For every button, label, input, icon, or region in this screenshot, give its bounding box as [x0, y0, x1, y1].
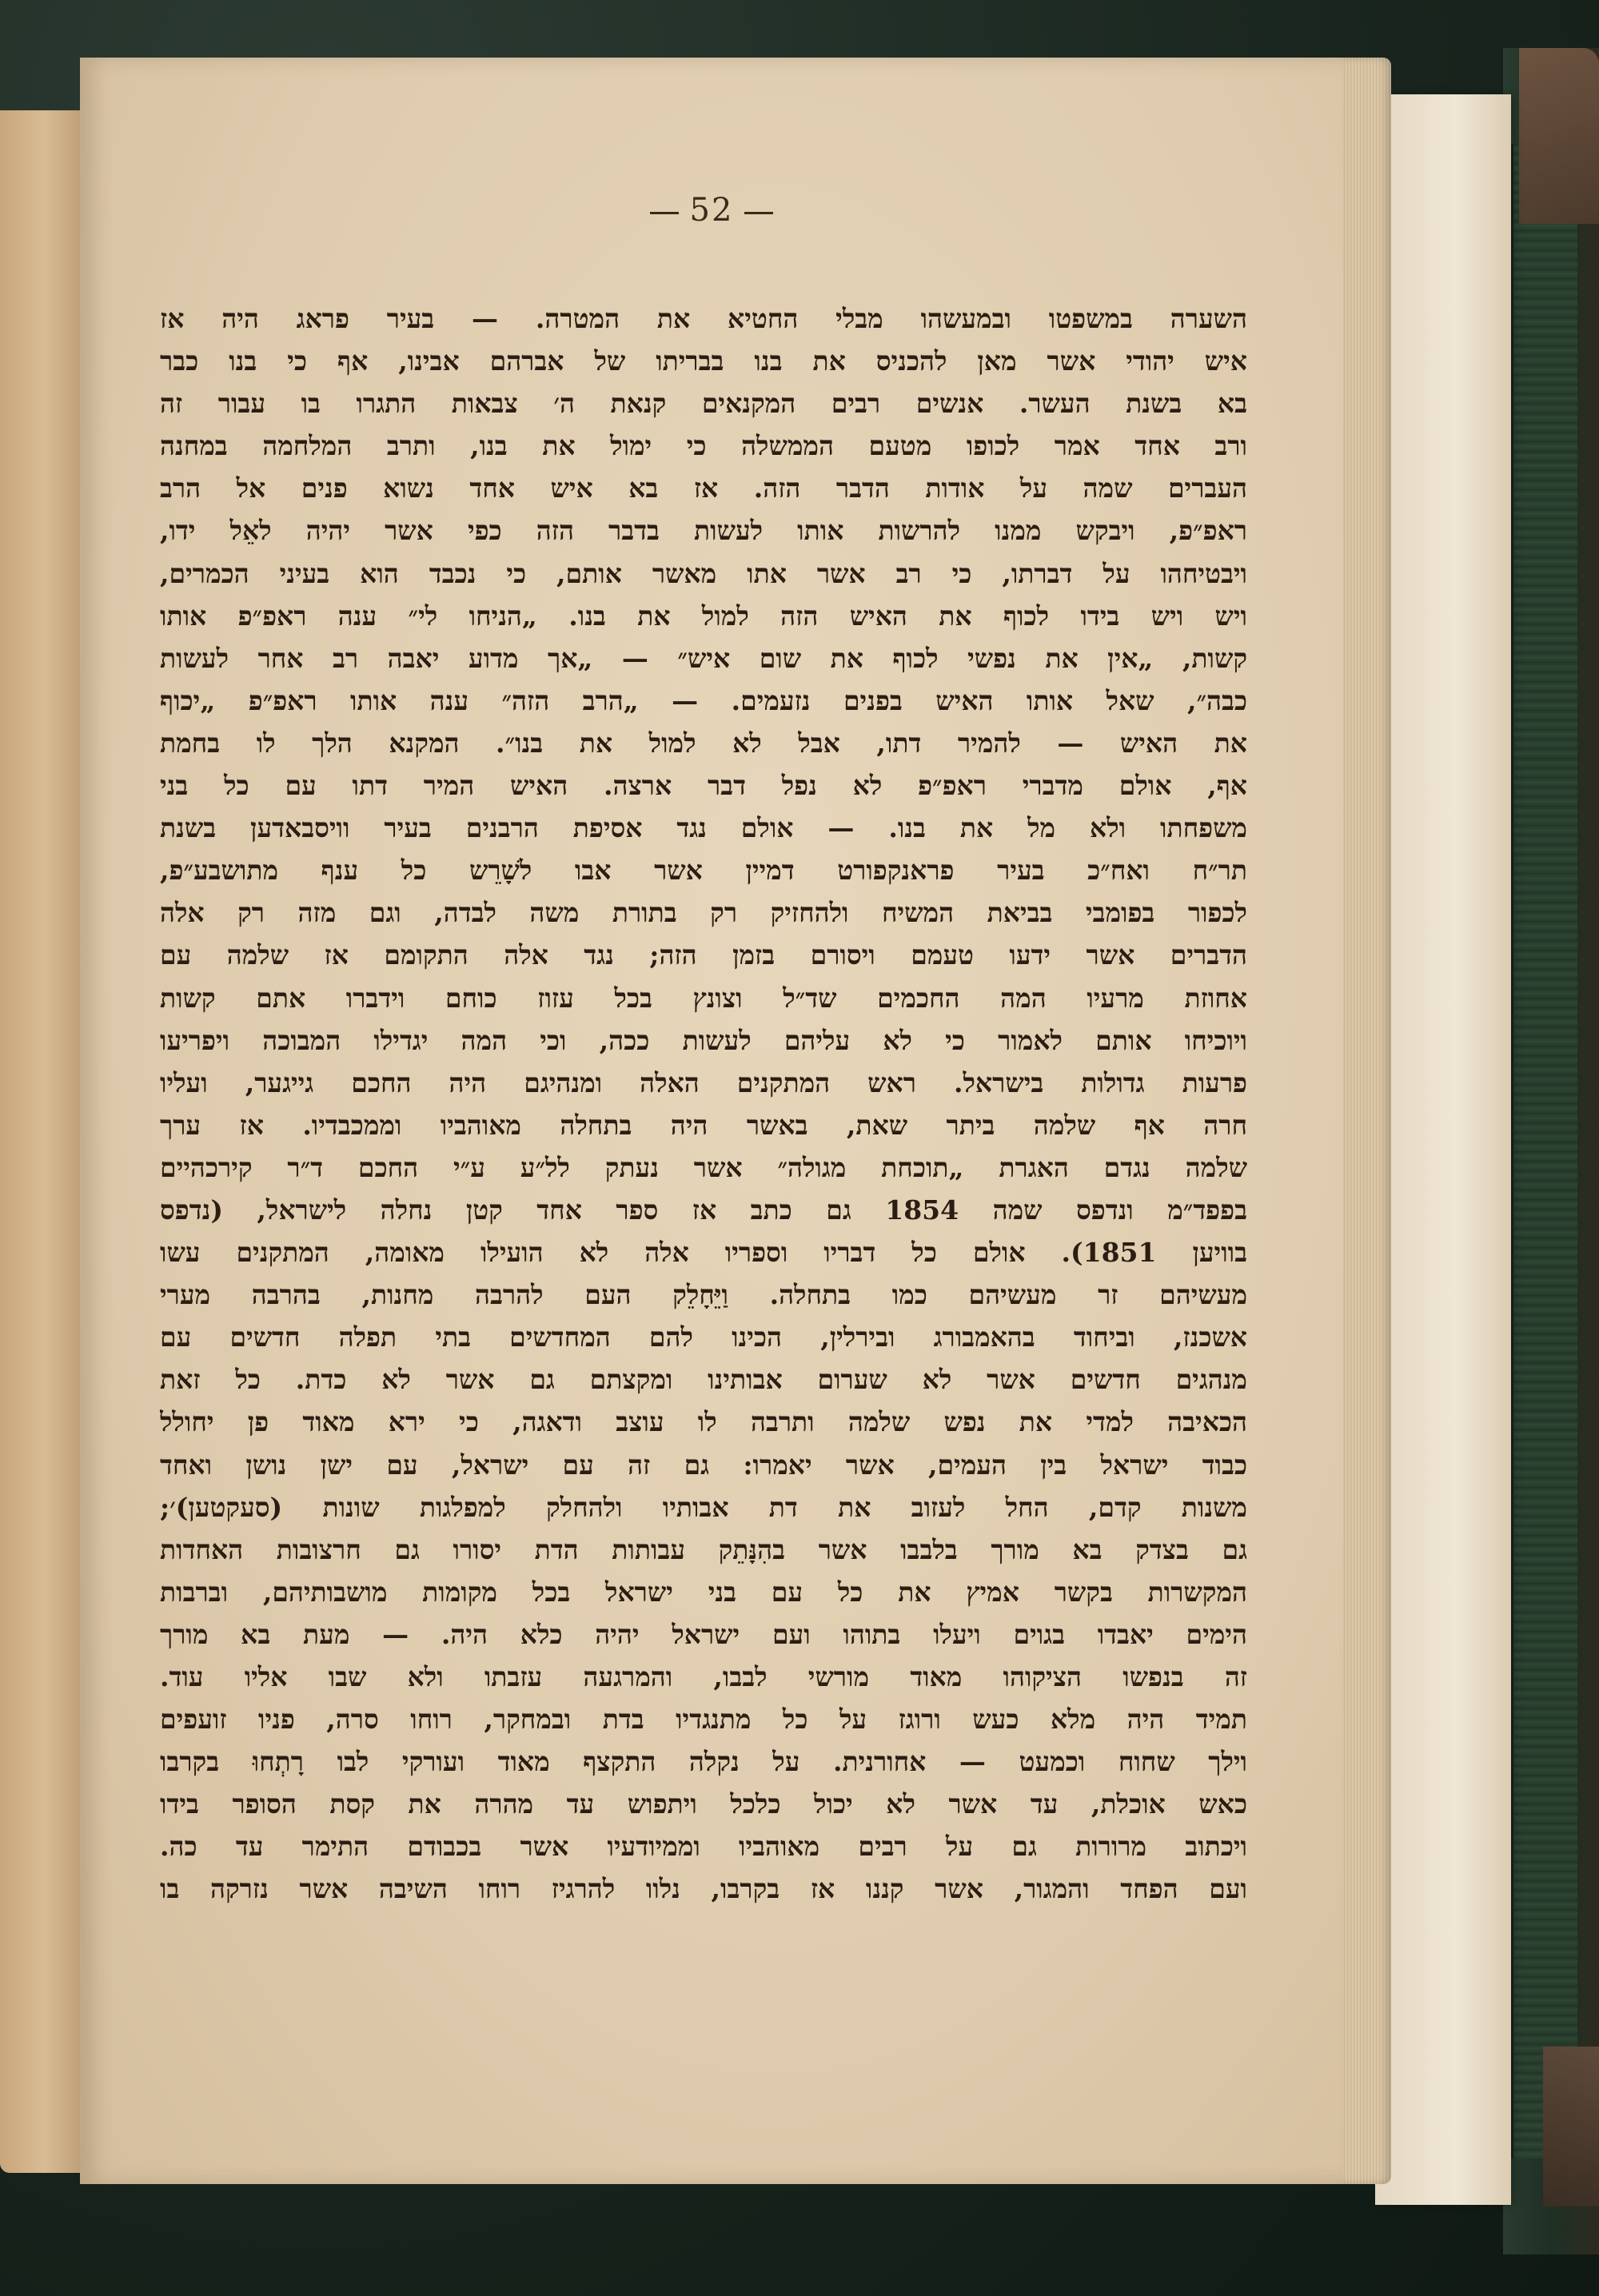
- page-number-dash-left: [650, 212, 679, 214]
- text-line: תר״ח ואח״כ בעיר פראנקפורט דמיין אשר אבו לשָׁרֵש כל ענף מתושבע״פ,: [160, 855, 1247, 887]
- text-line: כבה״, שאל אותו האיש בפנים נזעמים. — „הרב הזה״ ענה אותו ראפ״פ „יכוף: [160, 684, 1247, 716]
- text-line: כאש אוכלת, עד אשר לא יכול כלכל ויתפוש עד מהרה את קסת הסופר בידו: [160, 1788, 1247, 1820]
- text-line: ויוכיחו אותם לאמור כי לא עליהם לעשות ככה, וכי המה יגדילו המבוכה ויפריעו: [160, 1024, 1247, 1056]
- text-line: אף, אולם מדברי ראפ״פ לא נפל דבר ארצה. האיש המיר דתו עם כל בני: [160, 770, 1247, 802]
- body-text: [160, 297, 1247, 1911]
- text-line: את האיש — להמיר דתו, אבל לא למול את בנו״. המקנא הלך לו בחמת: [160, 727, 1247, 759]
- text-line: גם בצדק בא מורך בלבבו אשר בהִנָּתֵק עבותות הדת יסורו גם חרצובות האחדות: [160, 1533, 1247, 1565]
- page-number-value: 52: [689, 192, 734, 229]
- text-line: בא בשנת העשר. אנשים רבים המקנאים קנאת ה׳ צבאות התגרו בו עבור זה: [160, 388, 1247, 420]
- text-line: קשות, „אין את נפשי לכוף את שום איש״ — „אך מדוע יאבה רב אחר לעשות: [160, 642, 1247, 674]
- page-number: [80, 192, 1343, 229]
- text-line: בפפד״מ ונדפס שמה 1854 גם כתב אז ספר אחד קטן נחלה לישראל, (נדפס: [160, 1194, 1247, 1226]
- text-line: תמיד היה מלא כעש ורוגז על כל מתנגדיו בדת ובמחקר, רוחו סרה, פניו זועפים: [160, 1704, 1247, 1736]
- text-line: מנהגים חדשים אשר לא שערום אבותינו ומקצתם גם אשר לא כדת. כל זאת: [160, 1364, 1247, 1396]
- text-line: כבוד ישראל בין העמים, אשר יאמרו: גם זה עם ישראל, עם ישן נושן ואחד: [160, 1449, 1247, 1481]
- cover-corner-bottom: [1543, 2047, 1599, 2206]
- text-line: אחוזת מרעיו המה החכמים שד״ל וצונץ בכל עזוז כוחם וידברו אתם קשות: [160, 982, 1247, 1014]
- text-line: ויש ויש בידו לכוף את האיש הזה למול את בנו. „הניחו לי״ ענה ראפ״פ אותו: [160, 600, 1247, 632]
- text-line: מעשיהם זר מעשיהם כמו בתחלה. וַיֵּחָלֵק העם להרבה מחנות, בהרבה מערי: [160, 1279, 1247, 1311]
- text-line: ראפ״פ, ויבקש ממנו להרשות אותו לעשות בדבר הזה כפי אשר יהיה לאֵל ידו,: [160, 515, 1247, 547]
- text-line: ורב אחד אמר לכופו מטעם הממשלה כי ימול את בנו, ותרב המלחמה במחנה: [160, 430, 1247, 462]
- text-line: שלמה נגדם האגרת „תוכחת מגולה״ אשר נעתק לל״ע ע״י החכם ד״ר קירכהיים: [160, 1151, 1247, 1183]
- page-number-dash-right: [744, 212, 773, 214]
- text-line: חרה אף שלמה ביתר שאת, באשר היה בתחלה מאוהביו וממכבדיו. אז ערך: [160, 1109, 1247, 1141]
- text-line: וילך שחוח וכמעט — אחורנית. על נקלה התקצף מאוד ועורקי לבו רָתְחוּ בקרבו: [160, 1746, 1247, 1778]
- text-line: משנות קדם, החל לעזוב את דת אבותיו ולהחלק למפלגות שונות (סעקטען)׳;: [160, 1491, 1247, 1523]
- text-line: איש יהודי אשר מאן להכניס את בנו בבריתו של אברהם אבינו, אף כי בנו כבר: [160, 345, 1247, 377]
- text-line: השערה במשפטו ובמעשהו מבלי החטיא את המטרה. — בעיר פראג היה אז: [160, 303, 1247, 334]
- text-line: ויבטיחהו על דברתו, כי רב אשר אתו מאשר אותם, כי נכבד הוא בעיני הכמרים,: [160, 557, 1247, 589]
- text-line: ויכתוב מרורות גם על רבים מאוהביו וממיודעיו אשר בכבודם התימר עד כה.: [160, 1831, 1247, 1863]
- text-line: משפחתו ולא מל את בנו. — אולם נגד אסיפת הרבנים בעיר וויסבאדען בשנת: [160, 812, 1247, 844]
- text-line: הדברים אשר ידעו טעמם ויסורם בזמן הזה; נגד אלה התקומם אז שלמה עם: [160, 939, 1247, 971]
- text-line: בוויען 1851). אולם כל דבריו וספריו אלה לא הועילו מאומה, המתקנים עשו: [160, 1237, 1247, 1269]
- book-page: [80, 58, 1343, 2184]
- text-line: המקשרות בקשר אמיץ את כל עם בני ישראל בכל מקומות מושבותיהם, וברבות: [160, 1576, 1247, 1608]
- text-line: העברים שמה על אודות הדבר הזה. אז בא איש אחד נשוא פנים אל הרב: [160, 472, 1247, 504]
- text-line: זה בנפשו הציקוהו מאוד מורשי לבבו, והמרגעה עזבתו ולא שבו אליו עוד.: [160, 1661, 1247, 1692]
- text-line: הכאיבה למדי את נפש שלמה ותרבה לו עוצב ודאגה, כי ירא מאוד פן יחולל: [160, 1406, 1247, 1438]
- text-line: הימים יאבדו בגוים ויעלו בתוהו ועם ישראל יהיה כלא היה. — מעת בא מורך: [160, 1618, 1247, 1650]
- next-page-leaf: [1375, 94, 1511, 2205]
- text-line: פרעות גדולות בישראל. ראש המתקנים האלה ומנהיגם היה החכם גייגער, ועליו: [160, 1066, 1247, 1098]
- text-line: אשכנז, וביחוד בהאמבורג ובירלין, הכינו להם המחדשים בתי תפלה חדשים עם: [160, 1321, 1247, 1353]
- cover-corner-top: [1519, 48, 1599, 224]
- book-spine-cloth: [1511, 144, 1577, 2158]
- text-line: לכפור בפומבי בביאת המשיח ולהחזיק רק בתורת משה לבדה, וגם מזה רק אלה: [160, 897, 1247, 929]
- previous-page-edge: [0, 110, 80, 2173]
- text-line: ועם הפחד והמגור, אשר קננו אז בקרבו, נלוו להרגיז רוחו השיבה אשר נזרקה בו: [160, 1873, 1247, 1905]
